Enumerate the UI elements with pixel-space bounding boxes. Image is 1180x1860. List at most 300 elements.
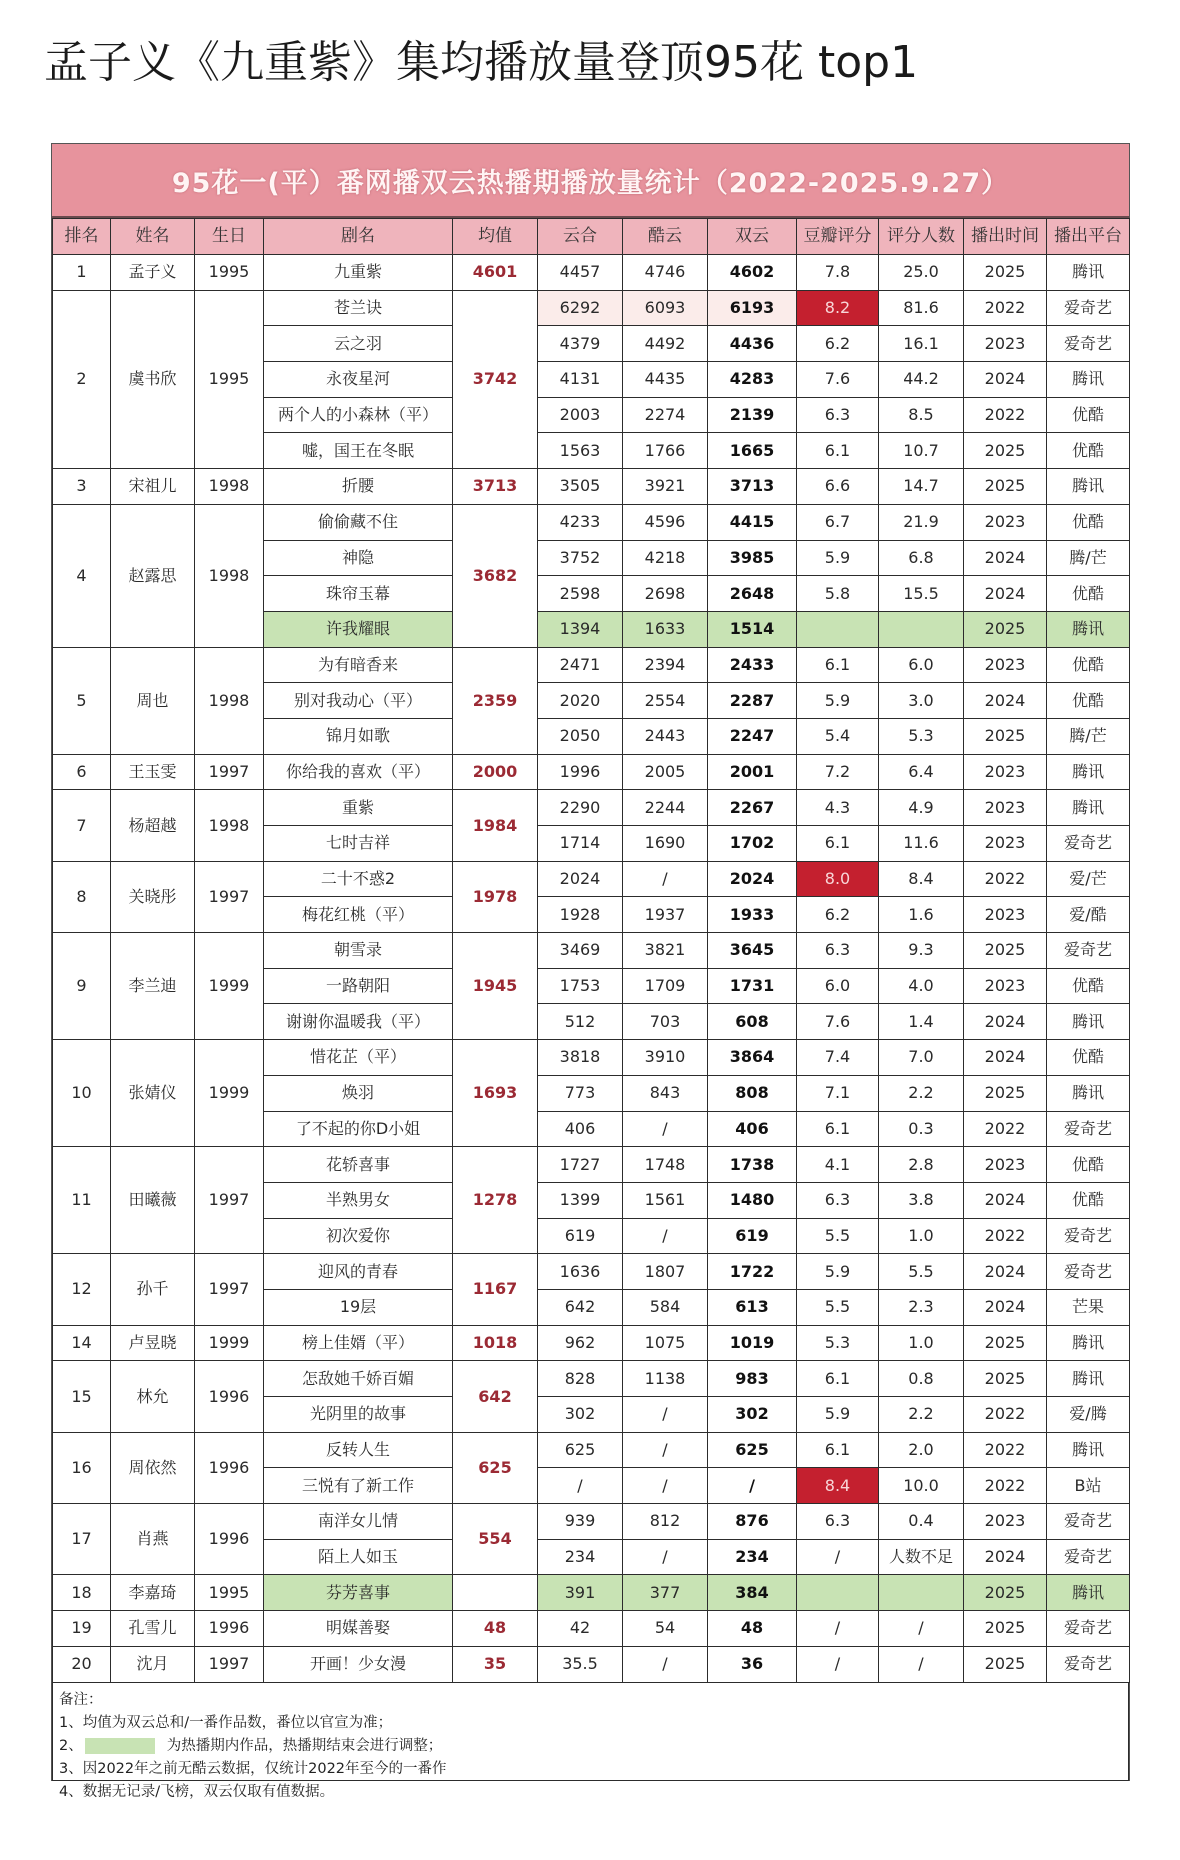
avg-cell: 2000 <box>453 754 538 790</box>
show-title-cell: 半熟男女 <box>264 1182 453 1218</box>
notes-heading: 备注： <box>59 1691 103 1708</box>
year-cell: 2024 <box>964 540 1047 576</box>
raters-cell: 9.3 <box>879 933 964 969</box>
platform-cell: 爱/腾 <box>1047 1397 1130 1433</box>
kuyun-cell: 2005 <box>623 754 708 790</box>
yunhe-cell: 1399 <box>538 1182 623 1218</box>
douban-cell: 6.3 <box>797 1504 879 1540</box>
year-cell: 2023 <box>964 826 1047 862</box>
show-title-cell: 二十不惑2 <box>264 861 453 897</box>
platform-cell: 爱/芒 <box>1047 861 1130 897</box>
name-cell: 孙千 <box>111 1254 195 1325</box>
yunhe-cell: 6292 <box>538 290 623 326</box>
douban-cell: 5.4 <box>797 718 879 754</box>
douban-cell: 6.3 <box>797 933 879 969</box>
table-row <box>53 1611 1130 1647</box>
twin-cell: 1738 <box>708 1147 797 1183</box>
kuyun-cell: 4746 <box>623 255 708 291</box>
table-row <box>53 1361 1130 1397</box>
rank-cell: 18 <box>53 1575 111 1611</box>
year-cell: 2022 <box>964 1111 1047 1147</box>
birth-cell: 1999 <box>195 1325 264 1361</box>
platform-cell: 腾讯 <box>1047 1361 1130 1397</box>
name-cell: 林允 <box>111 1361 195 1432</box>
name-cell: 周依然 <box>111 1432 195 1503</box>
platform-cell: 爱奇艺 <box>1047 326 1130 362</box>
year-cell: 2025 <box>964 1646 1047 1682</box>
show-title-cell: 九重紫 <box>264 255 453 291</box>
platform-cell: 腾讯 <box>1047 1325 1130 1361</box>
raters-cell: 1.0 <box>879 1325 964 1361</box>
raters-cell: 4.9 <box>879 790 964 826</box>
yunhe-cell: / <box>538 1468 623 1504</box>
avg-cell: 2359 <box>453 647 538 754</box>
rank-cell: 12 <box>53 1254 111 1325</box>
avg-cell <box>453 1575 538 1611</box>
avg-cell: 3742 <box>453 290 538 468</box>
avg-cell: 1278 <box>453 1147 538 1254</box>
platform-cell: 爱奇艺 <box>1047 826 1130 862</box>
raters-cell: 6.8 <box>879 540 964 576</box>
douban-cell: 6.1 <box>797 647 879 683</box>
yunhe-cell: 2050 <box>538 718 623 754</box>
year-cell: 2023 <box>964 326 1047 362</box>
kuyun-cell: 584 <box>623 1289 708 1325</box>
douban-cell: / <box>797 1646 879 1682</box>
platform-cell: 优酷 <box>1047 683 1130 719</box>
kuyun-cell: 1075 <box>623 1325 708 1361</box>
avg-cell: 48 <box>453 1611 538 1647</box>
table-row <box>53 1147 1130 1183</box>
year-cell: 2025 <box>964 1361 1047 1397</box>
douban-cell: 5.3 <box>797 1325 879 1361</box>
birth-cell: 1998 <box>195 504 264 647</box>
raters-cell: / <box>879 1646 964 1682</box>
raters-cell: 6.0 <box>879 647 964 683</box>
platform-cell: 优酷 <box>1047 433 1130 469</box>
raters-cell: 4.0 <box>879 968 964 1004</box>
rank-cell: 5 <box>53 647 111 754</box>
show-title-cell: 你给我的喜欢（平） <box>264 754 453 790</box>
avg-cell: 1945 <box>453 933 538 1040</box>
show-title-cell: 神隐 <box>264 540 453 576</box>
kuyun-cell: / <box>623 1218 708 1254</box>
show-title-cell: 重紫 <box>264 790 453 826</box>
avg-cell: 554 <box>453 1504 538 1575</box>
twin-cell: 1019 <box>708 1325 797 1361</box>
rank-cell: 17 <box>53 1504 111 1575</box>
twin-cell: 406 <box>708 1111 797 1147</box>
twin-cell: 1722 <box>708 1254 797 1290</box>
kuyun-cell: 2554 <box>623 683 708 719</box>
douban-cell: 5.5 <box>797 1218 879 1254</box>
platform-cell: B站 <box>1047 1468 1130 1504</box>
platform-cell: 腾讯 <box>1047 611 1130 647</box>
twin-cell: 808 <box>708 1075 797 1111</box>
kuyun-cell: 1138 <box>623 1361 708 1397</box>
name-cell: 肖燕 <box>111 1504 195 1575</box>
col-header-birth: 生日 <box>195 219 264 255</box>
kuyun-cell: / <box>623 1646 708 1682</box>
raters-cell: 14.7 <box>879 469 964 505</box>
show-title-cell: 锦月如歌 <box>264 718 453 754</box>
show-title-cell: 开画！少女漫 <box>264 1646 453 1682</box>
douban-cell: 7.6 <box>797 362 879 398</box>
kuyun-cell: / <box>623 1539 708 1575</box>
birth-cell: 1997 <box>195 861 264 932</box>
douban-cell <box>797 611 879 647</box>
table-row <box>53 861 1130 897</box>
raters-cell <box>879 611 964 647</box>
kuyun-cell: 703 <box>623 1004 708 1040</box>
note-item-number: 2、 <box>59 1737 83 1754</box>
show-title-cell: 惜花芷（平） <box>264 1040 453 1076</box>
col-header-twin: 双云 <box>708 219 797 255</box>
yunhe-cell: 302 <box>538 1397 623 1433</box>
year-cell: 2023 <box>964 647 1047 683</box>
show-title-cell: 19层 <box>264 1289 453 1325</box>
douban-cell: 5.9 <box>797 1254 879 1290</box>
name-cell: 张婧仪 <box>111 1040 195 1147</box>
yunhe-cell: 4233 <box>538 504 623 540</box>
kuyun-cell: 843 <box>623 1075 708 1111</box>
show-title-cell: 了不起的你D小姐 <box>264 1111 453 1147</box>
raters-cell: 0.4 <box>879 1504 964 1540</box>
avg-cell: 4601 <box>453 255 538 291</box>
douban-cell: 6.7 <box>797 504 879 540</box>
birth-cell: 1995 <box>195 290 264 468</box>
show-title-cell: 光阴里的故事 <box>264 1397 453 1433</box>
stats-table <box>52 218 1130 1683</box>
show-title-cell: 朝雪录 <box>264 933 453 969</box>
year-cell: 2025 <box>964 255 1047 291</box>
kuyun-cell: 377 <box>623 1575 708 1611</box>
platform-cell: 腾讯 <box>1047 1004 1130 1040</box>
rank-cell: 4 <box>53 504 111 647</box>
birth-cell: 1996 <box>195 1432 264 1503</box>
yunhe-cell: 1714 <box>538 826 623 862</box>
year-cell: 2024 <box>964 1289 1047 1325</box>
table-row <box>53 647 1130 683</box>
platform-cell: 爱/酷 <box>1047 897 1130 933</box>
yunhe-cell: 2020 <box>538 683 623 719</box>
note-item: 3、因2022年之前无酷云数据，仅统计2022年至今的一番作 <box>59 1760 447 1777</box>
twin-cell: 2648 <box>708 576 797 612</box>
year-cell: 2023 <box>964 968 1047 1004</box>
raters-cell: 5.3 <box>879 718 964 754</box>
avg-cell: 642 <box>453 1361 538 1432</box>
kuyun-cell: 2244 <box>623 790 708 826</box>
yunhe-cell: 619 <box>538 1218 623 1254</box>
table-row <box>53 1040 1130 1076</box>
kuyun-cell: 4218 <box>623 540 708 576</box>
rank-cell: 19 <box>53 1611 111 1647</box>
show-title-cell: 云之羽 <box>264 326 453 362</box>
birth-cell: 1998 <box>195 469 264 505</box>
table-row <box>53 1432 1130 1468</box>
raters-cell: 11.6 <box>879 826 964 862</box>
twin-cell: 3713 <box>708 469 797 505</box>
twin-cell: 234 <box>708 1539 797 1575</box>
avg-cell: 1978 <box>453 861 538 932</box>
rank-cell: 7 <box>53 790 111 861</box>
yunhe-cell: 642 <box>538 1289 623 1325</box>
yunhe-cell: 406 <box>538 1111 623 1147</box>
yunhe-cell: 35.5 <box>538 1646 623 1682</box>
avg-cell: 35 <box>453 1646 538 1682</box>
post-headline: 孟子义《九重紫》集均播放量登顶95花 top1 <box>44 37 919 88</box>
show-title-cell: 许我耀眼 <box>264 611 453 647</box>
avg-cell: 3682 <box>453 504 538 647</box>
yunhe-cell: 962 <box>538 1325 623 1361</box>
raters-cell: 7.0 <box>879 1040 964 1076</box>
douban-cell: 7.1 <box>797 1075 879 1111</box>
rank-cell: 15 <box>53 1361 111 1432</box>
platform-cell: 爱奇艺 <box>1047 933 1130 969</box>
avg-cell: 1984 <box>453 790 538 861</box>
douban-cell: 6.0 <box>797 968 879 1004</box>
kuyun-cell: 3921 <box>623 469 708 505</box>
yunhe-cell: 2598 <box>538 576 623 612</box>
twin-cell: 619 <box>708 1218 797 1254</box>
show-title-cell: 焕羽 <box>264 1075 453 1111</box>
raters-cell: 8.4 <box>879 861 964 897</box>
raters-cell: 10.0 <box>879 1468 964 1504</box>
yunhe-cell: 2290 <box>538 790 623 826</box>
kuyun-cell: 4596 <box>623 504 708 540</box>
table-row <box>53 1504 1130 1540</box>
platform-cell: 爱奇艺 <box>1047 1111 1130 1147</box>
year-cell: 2022 <box>964 397 1047 433</box>
year-cell: 2025 <box>964 933 1047 969</box>
year-cell: 2024 <box>964 576 1047 612</box>
platform-cell: 芒果 <box>1047 1289 1130 1325</box>
raters-cell: / <box>879 1611 964 1647</box>
douban-cell: 5.5 <box>797 1289 879 1325</box>
table-body <box>53 255 1130 1683</box>
douban-cell: 5.9 <box>797 540 879 576</box>
kuyun-cell: 1937 <box>623 897 708 933</box>
year-cell: 2025 <box>964 1611 1047 1647</box>
birth-cell: 1997 <box>195 1254 264 1325</box>
yunhe-cell: 1563 <box>538 433 623 469</box>
show-title-cell: 偷偷藏不住 <box>264 504 453 540</box>
douban-cell: 6.6 <box>797 469 879 505</box>
show-title-cell: 初次爱你 <box>264 1218 453 1254</box>
name-cell: 赵露思 <box>111 504 195 647</box>
rank-cell: 9 <box>53 933 111 1040</box>
platform-cell: 爱奇艺 <box>1047 1504 1130 1540</box>
douban-cell: 6.3 <box>797 1182 879 1218</box>
douban-cell: 6.1 <box>797 1111 879 1147</box>
raters-cell: 8.5 <box>879 397 964 433</box>
table-row <box>53 1646 1130 1682</box>
table-row <box>53 1575 1130 1611</box>
year-cell: 2025 <box>964 433 1047 469</box>
year-cell: 2025 <box>964 1575 1047 1611</box>
platform-cell: 优酷 <box>1047 504 1130 540</box>
year-cell: 2024 <box>964 1539 1047 1575</box>
show-title-cell: 永夜星河 <box>264 362 453 398</box>
platform-cell: 爱奇艺 <box>1047 290 1130 326</box>
kuyun-cell: / <box>623 861 708 897</box>
yunhe-cell: 1753 <box>538 968 623 1004</box>
year-cell: 2022 <box>964 290 1047 326</box>
twin-cell: 4602 <box>708 255 797 291</box>
kuyun-cell: 1807 <box>623 1254 708 1290</box>
douban-cell <box>797 1575 879 1611</box>
rank-cell: 2 <box>53 290 111 468</box>
kuyun-cell: 812 <box>623 1504 708 1540</box>
year-cell: 2025 <box>964 611 1047 647</box>
raters-cell: 1.0 <box>879 1218 964 1254</box>
platform-cell: 爱奇艺 <box>1047 1254 1130 1290</box>
douban-cell: 7.6 <box>797 1004 879 1040</box>
year-cell: 2022 <box>964 1218 1047 1254</box>
name-cell: 王玉雯 <box>111 754 195 790</box>
note-item: 4、数据无记录/飞榜，双云仅取有值数据。 <box>59 1783 335 1800</box>
platform-cell: 优酷 <box>1047 647 1130 683</box>
show-title-cell: 三悦有了新工作 <box>264 1468 453 1504</box>
rank-cell: 10 <box>53 1040 111 1147</box>
kuyun-cell: / <box>623 1111 708 1147</box>
show-title-cell: 芬芳喜事 <box>264 1575 453 1611</box>
year-cell: 2023 <box>964 504 1047 540</box>
platform-cell: 腾讯 <box>1047 1575 1130 1611</box>
raters-cell <box>879 1575 964 1611</box>
show-title-cell: 嘘，国王在冬眠 <box>264 433 453 469</box>
raters-cell: 1.4 <box>879 1004 964 1040</box>
show-title-cell: 别对我动心（平） <box>264 683 453 719</box>
hot-period-swatch <box>85 1738 155 1754</box>
yunhe-cell: 391 <box>538 1575 623 1611</box>
yunhe-cell: 2024 <box>538 861 623 897</box>
name-cell: 杨超越 <box>111 790 195 861</box>
douban-cell: 7.2 <box>797 754 879 790</box>
platform-cell: 腾讯 <box>1047 1432 1130 1468</box>
birth-cell: 1997 <box>195 1646 264 1682</box>
twin-cell: 3645 <box>708 933 797 969</box>
col-header-kuyun: 酷云 <box>623 219 708 255</box>
year-cell: 2023 <box>964 897 1047 933</box>
twin-cell: 3985 <box>708 540 797 576</box>
birth-cell: 1998 <box>195 790 264 861</box>
name-cell: 田曦薇 <box>111 1147 195 1254</box>
kuyun-cell: 54 <box>623 1611 708 1647</box>
douban-cell: 5.8 <box>797 576 879 612</box>
kuyun-cell: 1766 <box>623 433 708 469</box>
douban-cell: 6.3 <box>797 397 879 433</box>
name-cell: 孟子义 <box>111 255 195 291</box>
kuyun-cell: 2394 <box>623 647 708 683</box>
table-row <box>53 290 1130 326</box>
year-cell: 2025 <box>964 1075 1047 1111</box>
sheet-title-banner <box>52 144 1129 218</box>
twin-cell: / <box>708 1468 797 1504</box>
name-cell: 李嘉琦 <box>111 1575 195 1611</box>
table-row <box>53 469 1130 505</box>
show-title-cell: 苍兰诀 <box>264 290 453 326</box>
avg-cell: 1167 <box>453 1254 538 1325</box>
raters-cell: 21.9 <box>879 504 964 540</box>
yunhe-cell: 1928 <box>538 897 623 933</box>
year-cell: 2022 <box>964 1397 1047 1433</box>
twin-cell: 36 <box>708 1646 797 1682</box>
douban-cell: 5.9 <box>797 683 879 719</box>
raters-cell: 1.6 <box>879 897 964 933</box>
yunhe-cell: 4131 <box>538 362 623 398</box>
name-cell: 周也 <box>111 647 195 754</box>
name-cell: 卢昱晓 <box>111 1325 195 1361</box>
birth-cell: 1995 <box>195 1575 264 1611</box>
avg-cell: 625 <box>453 1432 538 1503</box>
douban-cell: / <box>797 1539 879 1575</box>
douban-cell: 5.9 <box>797 1397 879 1433</box>
platform-cell: 腾讯 <box>1047 790 1130 826</box>
kuyun-cell: 1561 <box>623 1182 708 1218</box>
platform-cell: 爱奇艺 <box>1047 1646 1130 1682</box>
col-header-rank: 排名 <box>53 219 111 255</box>
year-cell: 2022 <box>964 1432 1047 1468</box>
table-row <box>53 754 1130 790</box>
twin-cell: 1933 <box>708 897 797 933</box>
yunhe-cell: 773 <box>538 1075 623 1111</box>
show-title-cell: 一路朝阳 <box>264 968 453 1004</box>
yunhe-cell: 42 <box>538 1611 623 1647</box>
platform-cell: 腾/芒 <box>1047 540 1130 576</box>
douban-cell: 8.0 <box>797 861 879 897</box>
show-title-cell: 梅花红桃（平） <box>264 897 453 933</box>
table-row <box>53 255 1130 291</box>
raters-cell: 2.2 <box>879 1075 964 1111</box>
douban-cell: 8.4 <box>797 1468 879 1504</box>
douban-cell: 6.1 <box>797 826 879 862</box>
kuyun-cell: 2443 <box>623 718 708 754</box>
raters-cell: 16.1 <box>879 326 964 362</box>
rank-cell: 3 <box>53 469 111 505</box>
year-cell: 2024 <box>964 1254 1047 1290</box>
kuyun-cell: / <box>623 1397 708 1433</box>
name-cell: 关晓彤 <box>111 861 195 932</box>
douban-cell: 6.1 <box>797 433 879 469</box>
kuyun-cell: 1690 <box>623 826 708 862</box>
note-item <box>59 1735 1122 1758</box>
yunhe-cell: 1727 <box>538 1147 623 1183</box>
show-title-cell: 花轿喜事 <box>264 1147 453 1183</box>
raters-cell: 3.0 <box>879 683 964 719</box>
rank-cell: 1 <box>53 255 111 291</box>
birth-cell: 1996 <box>195 1611 264 1647</box>
show-title-cell: 珠帘玉幕 <box>264 576 453 612</box>
year-cell: 2025 <box>964 469 1047 505</box>
platform-cell: 腾讯 <box>1047 255 1130 291</box>
year-cell: 2022 <box>964 861 1047 897</box>
kuyun-cell: 3910 <box>623 1040 708 1076</box>
douban-cell: 6.2 <box>797 326 879 362</box>
avg-cell: 1018 <box>453 1325 538 1361</box>
twin-cell: 613 <box>708 1289 797 1325</box>
col-header-raters: 评分人数 <box>879 219 964 255</box>
year-cell: 2025 <box>964 718 1047 754</box>
platform-cell: 爱奇艺 <box>1047 1611 1130 1647</box>
twin-cell: 2139 <box>708 397 797 433</box>
col-header-avg: 均值 <box>453 219 538 255</box>
kuyun-cell: 2698 <box>623 576 708 612</box>
kuyun-cell: 2274 <box>623 397 708 433</box>
yunhe-cell: 3505 <box>538 469 623 505</box>
year-cell: 2024 <box>964 1182 1047 1218</box>
twin-cell: 2287 <box>708 683 797 719</box>
